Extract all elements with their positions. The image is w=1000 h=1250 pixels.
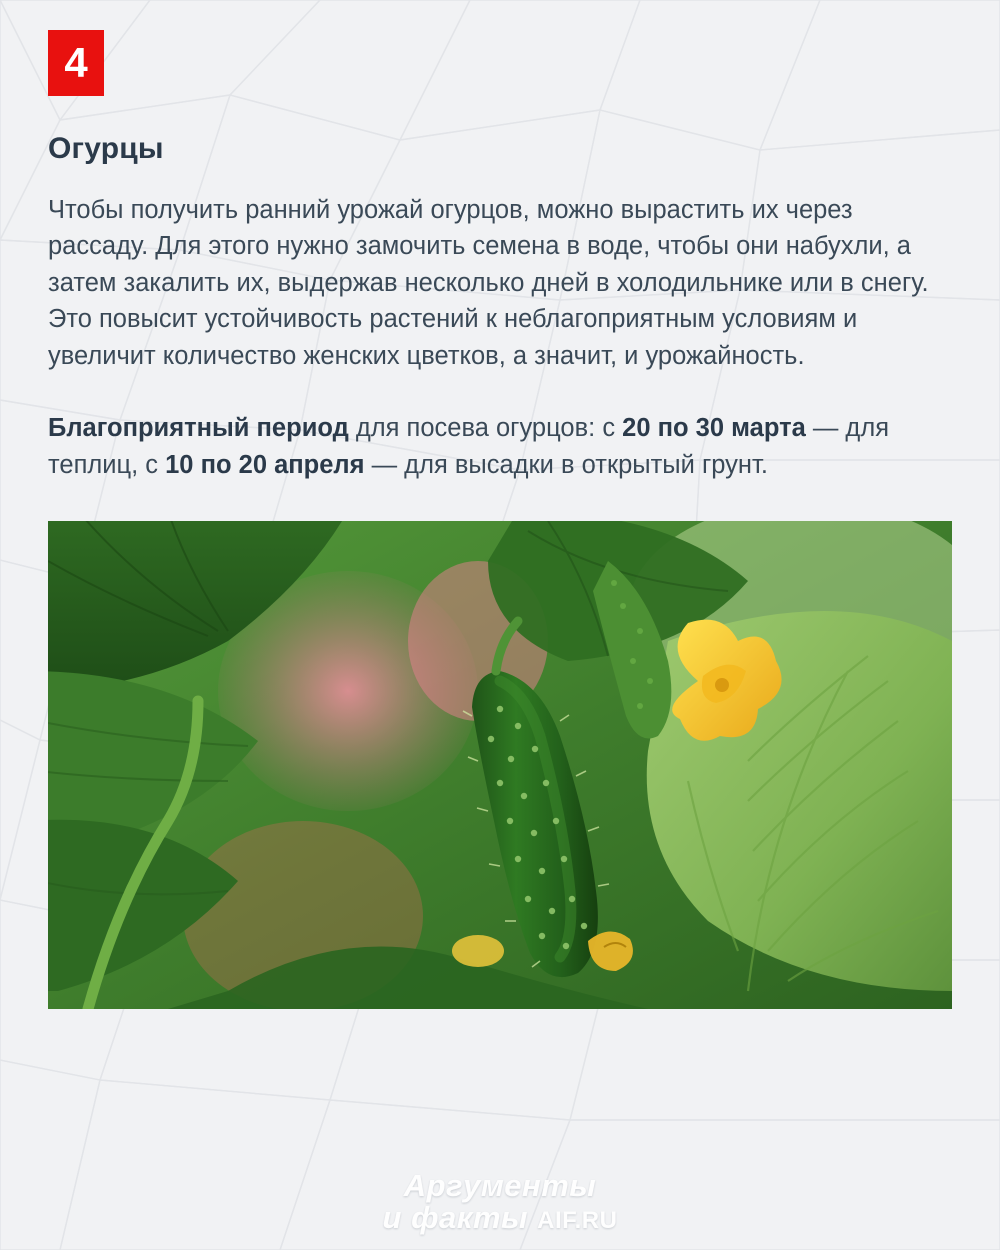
publisher-logo (0, 1170, 1000, 1234)
paragraph-2-text-2: — для теплиц, с (48, 414, 890, 479)
logo-line-2: и факты (382, 1200, 528, 1236)
page-title: Огурцы (48, 132, 164, 165)
step-number-badge: 4 (48, 30, 104, 96)
logo-line-1: Аргументы (403, 1168, 597, 1204)
logo-domain: AIF.RU (537, 1207, 618, 1235)
paragraph-2-text-1: для посева огурцов: с (348, 414, 623, 443)
cucumber-photo (48, 521, 952, 1009)
body-paragraph-2 (48, 410, 948, 483)
body-paragraph-1: Чтобы получить ранний урожай огурцов, можно вырастить их через рассаду. Для этого нужно замочить семена в воде, чтобы они набухли, а затем закалить их, выдержав несколько дней в холодильнике или в снегу. Это повысит устойчивость растений к неблагоприятным условиям и увеличит количество женских цветков, а значит, и урожайность. (48, 196, 929, 370)
paragraph-2-bold-2: 10 по 20 апреля (165, 450, 365, 479)
paragraph-2-text-3: — для высадки в открытый грунт. (364, 450, 768, 479)
paragraph-2-bold-1: 20 по 30 марта (622, 414, 806, 443)
card-content (0, 30, 1000, 1009)
paragraph-2-bold-lead: Благоприятный период (48, 414, 349, 443)
